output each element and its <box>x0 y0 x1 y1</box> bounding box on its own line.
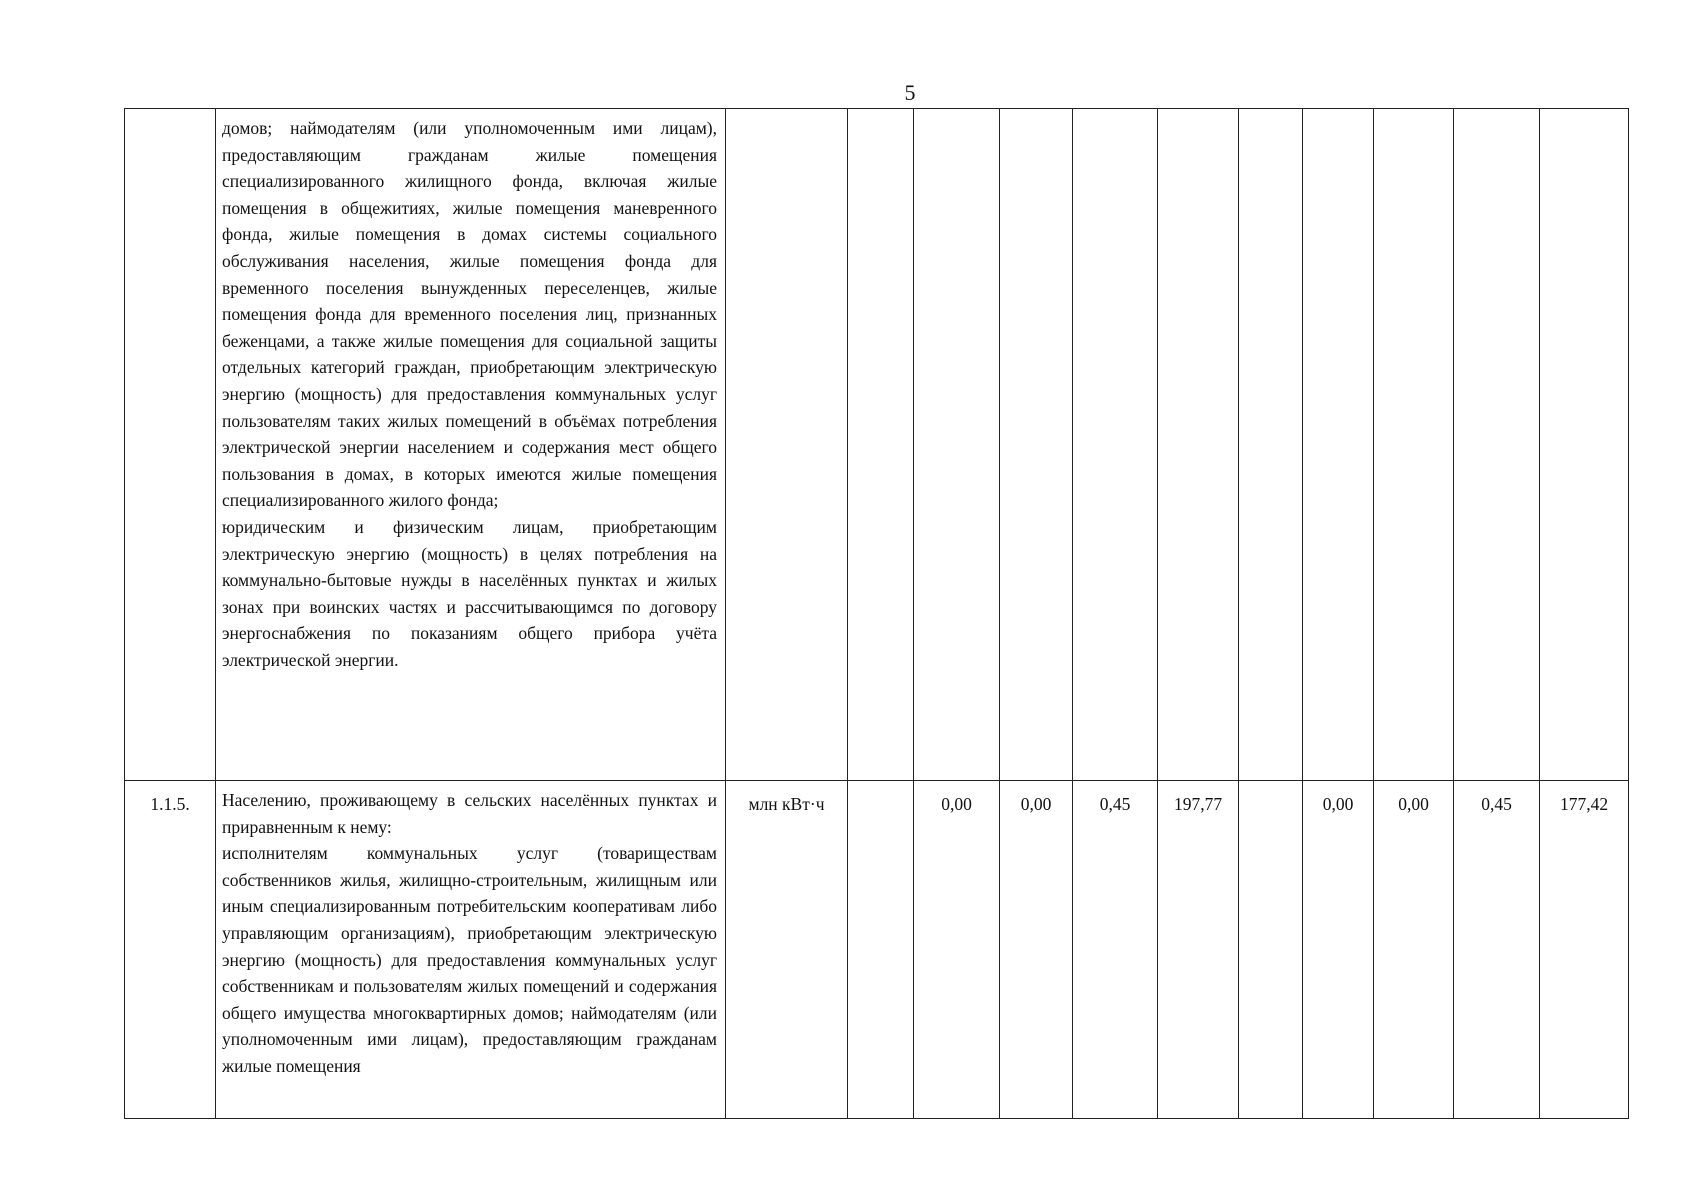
value-cell <box>1374 109 1454 781</box>
value-cell: 0,45 <box>1073 781 1158 1119</box>
value-cell <box>1540 109 1629 781</box>
row-description <box>216 109 726 781</box>
description-text-continued: исполнителям коммунальных услуг (товариществам собственников жилья, жилищно-строительным, жилищным или иным специализированным потребительским кооперативам либо управляющим организациям), приобретающим электрическую энергию (мощность) для предоставления коммунальных услуг собственникам и пользователям жилых помещений и содержания общего имущества многоквартирных домов; наймодателям (или уполномоченным ими лицам), предоставляющим гражданам жилые помещения <box>222 843 717 1076</box>
value-cell: 0,45 <box>1454 781 1540 1119</box>
table-row <box>125 109 1629 781</box>
value-cell <box>1303 109 1374 781</box>
row-description <box>216 781 726 1119</box>
description-text: Населению, проживающему в сельских населённых пунктах и приравненным к нему: <box>222 790 717 837</box>
value-cell: 197,77 <box>1158 781 1239 1119</box>
tariff-table <box>124 108 1629 1119</box>
value-cell <box>848 781 914 1119</box>
description-text-continued: юридическим и физическим лицам, приобретающим электрическую энергию (мощность) в целях потребления на коммунально-бытовые нужды в населённых пунктах и жилых зонах при воинских частях и рассчитывающимся по договору энергоснабжения по показаниям общего прибора учёта электрической энергии. <box>222 516 717 670</box>
value-cell <box>914 109 1000 781</box>
description-text: домов; наймодателям (или уполномоченным ими лицам), предоставляющим гражданам жилые помещения специализированного жилищного фонда, включая жилые помещения в общежитиях, жилые помещения маневренного фонда, жилые помещения в домах системы социального обслуживания населения, жилые помещения фонда для временного поселения вынужденных переселенцев, жилые помещения фонда для временного поселения лиц, признанных беженцами, а также жилые помещения для социальной защиты отдельных категорий граждан, приобретающим электрическую энергию (мощность) для предоставления коммунальных услуг пользователям таких жилых помещений в объёмах потребления электрической энергии населением и содержания мест общего пользования в домах, в которых имеются жилые помещения специализированного жилого фонда; <box>222 118 717 511</box>
value-cell: 0,00 <box>1303 781 1374 1119</box>
value-cell <box>1239 781 1303 1119</box>
value-cell: 177,42 <box>1540 781 1629 1119</box>
page-number: 5 <box>904 80 916 105</box>
value-cell: 0,00 <box>914 781 1000 1119</box>
value-cell <box>1239 109 1303 781</box>
value-cell <box>1000 109 1073 781</box>
value-cell: 0,00 <box>1000 781 1073 1119</box>
table-row <box>125 781 1629 1119</box>
value-cell <box>1073 109 1158 781</box>
value-cell <box>1158 109 1239 781</box>
value-cell: 0,00 <box>1374 781 1454 1119</box>
value-cell <box>1454 109 1540 781</box>
row-number: 1.1.5. <box>125 781 216 1119</box>
unit-cell: млн кВт·ч <box>726 781 848 1119</box>
value-cell <box>848 109 914 781</box>
unit-cell <box>726 109 848 781</box>
row-number <box>125 109 216 781</box>
